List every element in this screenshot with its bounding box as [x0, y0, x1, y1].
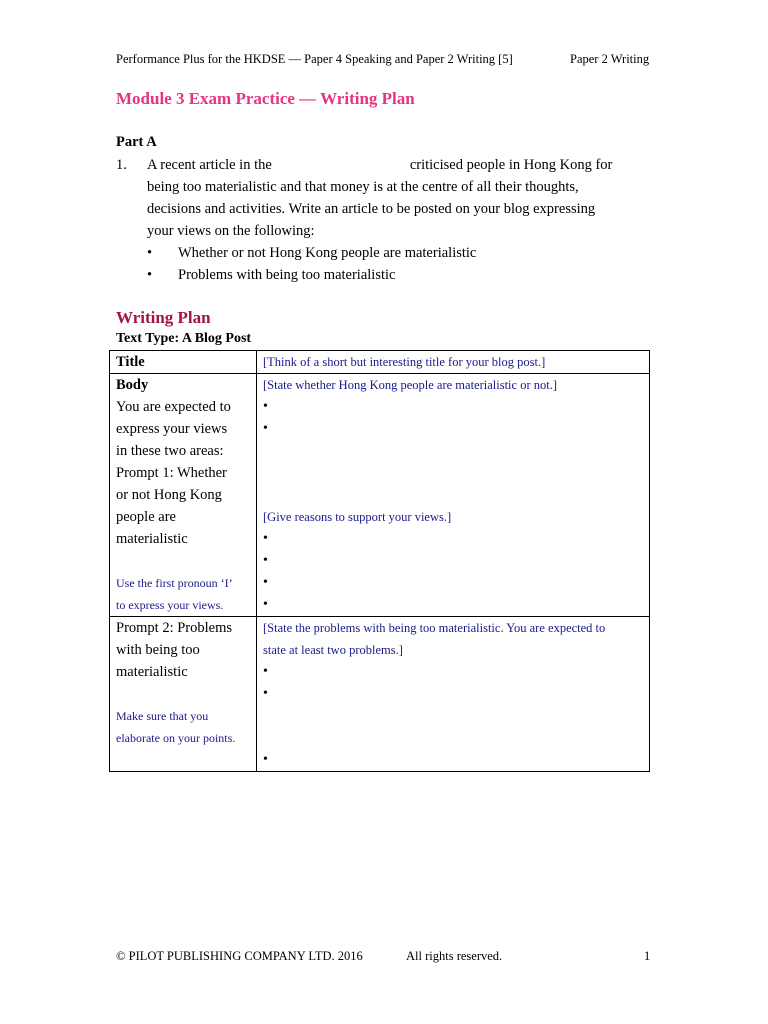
part-label: Part A [116, 134, 157, 150]
prompt2-text-line: Prompt 2: Problems [116, 620, 233, 636]
footer-rights: All rights reserved. [406, 949, 503, 963]
question-text [147, 154, 657, 242]
spacer [263, 440, 643, 462]
prompt2-tip-line: elaborate on your points. [116, 731, 236, 745]
question-line-1-end: criticised people in Hong Kong for [409, 157, 613, 173]
bullet-icon: • [263, 752, 268, 767]
body-row [110, 374, 650, 617]
question-line-3: decisions and activities. Write an article to be posted on your blog expressing [147, 201, 596, 217]
spacer [116, 550, 250, 572]
question-bullet-text: Whether or not Hong Kong people are materialistic [178, 245, 477, 261]
question-line-2: being too materialistic and that money is at the centre of all their thoughts, [147, 179, 579, 195]
body-label: Body [116, 377, 149, 393]
question-line-4: your views on the following: [147, 223, 315, 239]
question-line-1-start: A recent article in the [147, 157, 272, 173]
writing-plan-title: Writing Plan [116, 308, 211, 327]
text-type: Text Type: A Blog Post [116, 331, 252, 346]
title-label-cell [110, 351, 257, 374]
title-row [110, 351, 650, 374]
question-bullet-text: Problems with being too materialistic [178, 267, 396, 283]
bullet-icon: • [263, 575, 268, 590]
title-label: Title [116, 354, 145, 370]
body-hint-2: [Give reasons to support your views.] [263, 510, 452, 524]
body-text-line: materialistic [116, 531, 188, 547]
prompt2-hint-line-1: [State the problems with being too materialistic. You are expected to [263, 621, 606, 635]
bullet-icon: • [263, 686, 268, 701]
prompt2-text-line: materialistic [116, 664, 188, 680]
footer-copyright: © PILOT PUBLISHING COMPANY LTD. 2016 [116, 949, 363, 963]
bullet-icon: • [263, 597, 268, 612]
spacer [116, 749, 250, 771]
bullet-icon: • [263, 531, 268, 546]
spacer [263, 727, 643, 749]
body-label-cell [110, 374, 257, 617]
question-number: 1. [116, 157, 127, 173]
bullet-icon: • [263, 421, 268, 436]
question-bullet-1 [147, 242, 476, 264]
question-bullet-2 [147, 264, 395, 286]
body-hint-1: [State whether Hong Kong people are materialistic or not.] [263, 378, 558, 392]
bullet-icon: • [263, 399, 268, 414]
prompt2-answer-cell[interactable] [257, 617, 650, 772]
body-text-line: or not Hong Kong [116, 487, 222, 503]
body-tip-line: to express your views. [116, 598, 224, 612]
bullet-icon: • [263, 664, 268, 679]
module-title: Module 3 Exam Practice — Writing Plan [116, 89, 415, 108]
bullet-icon: • [147, 245, 153, 261]
running-header: Performance Plus for the HKDSE — Paper 4 Speaking and Paper 2 Writing [5] [116, 52, 513, 66]
spacer [116, 683, 250, 705]
prompt2-tip-line: Make sure that you [116, 709, 209, 723]
prompt2-hint-line-2: state at least two problems.] [263, 643, 403, 657]
spacer [263, 462, 643, 484]
bullet-icon: • [263, 553, 268, 568]
title-hint: [Think of a short but interesting title for your blog post.] [263, 355, 546, 369]
body-text-line: people are [116, 509, 176, 525]
page-number: 1 [644, 949, 651, 963]
bullet-icon: • [147, 267, 153, 283]
body-answer-cell[interactable] [257, 374, 650, 617]
writing-plan-table [109, 350, 650, 772]
prompt2-text-line: with being too [116, 642, 200, 658]
body-text-line: in these two areas: [116, 443, 224, 459]
running-header-section: Paper 2 Writing [570, 52, 650, 66]
body-text-line: You are expected to [116, 399, 231, 415]
prompt2-label-cell [110, 617, 257, 772]
spacer [263, 705, 643, 727]
spacer [263, 484, 643, 506]
body-text-line: Prompt 1: Whether [116, 465, 227, 481]
prompt2-row [110, 617, 650, 772]
question-line-1 [147, 154, 657, 176]
title-hint-cell[interactable] [257, 351, 650, 374]
body-tip-line: Use the first pronoun ‘I’ [116, 576, 233, 590]
body-text-line: express your views [116, 421, 228, 437]
